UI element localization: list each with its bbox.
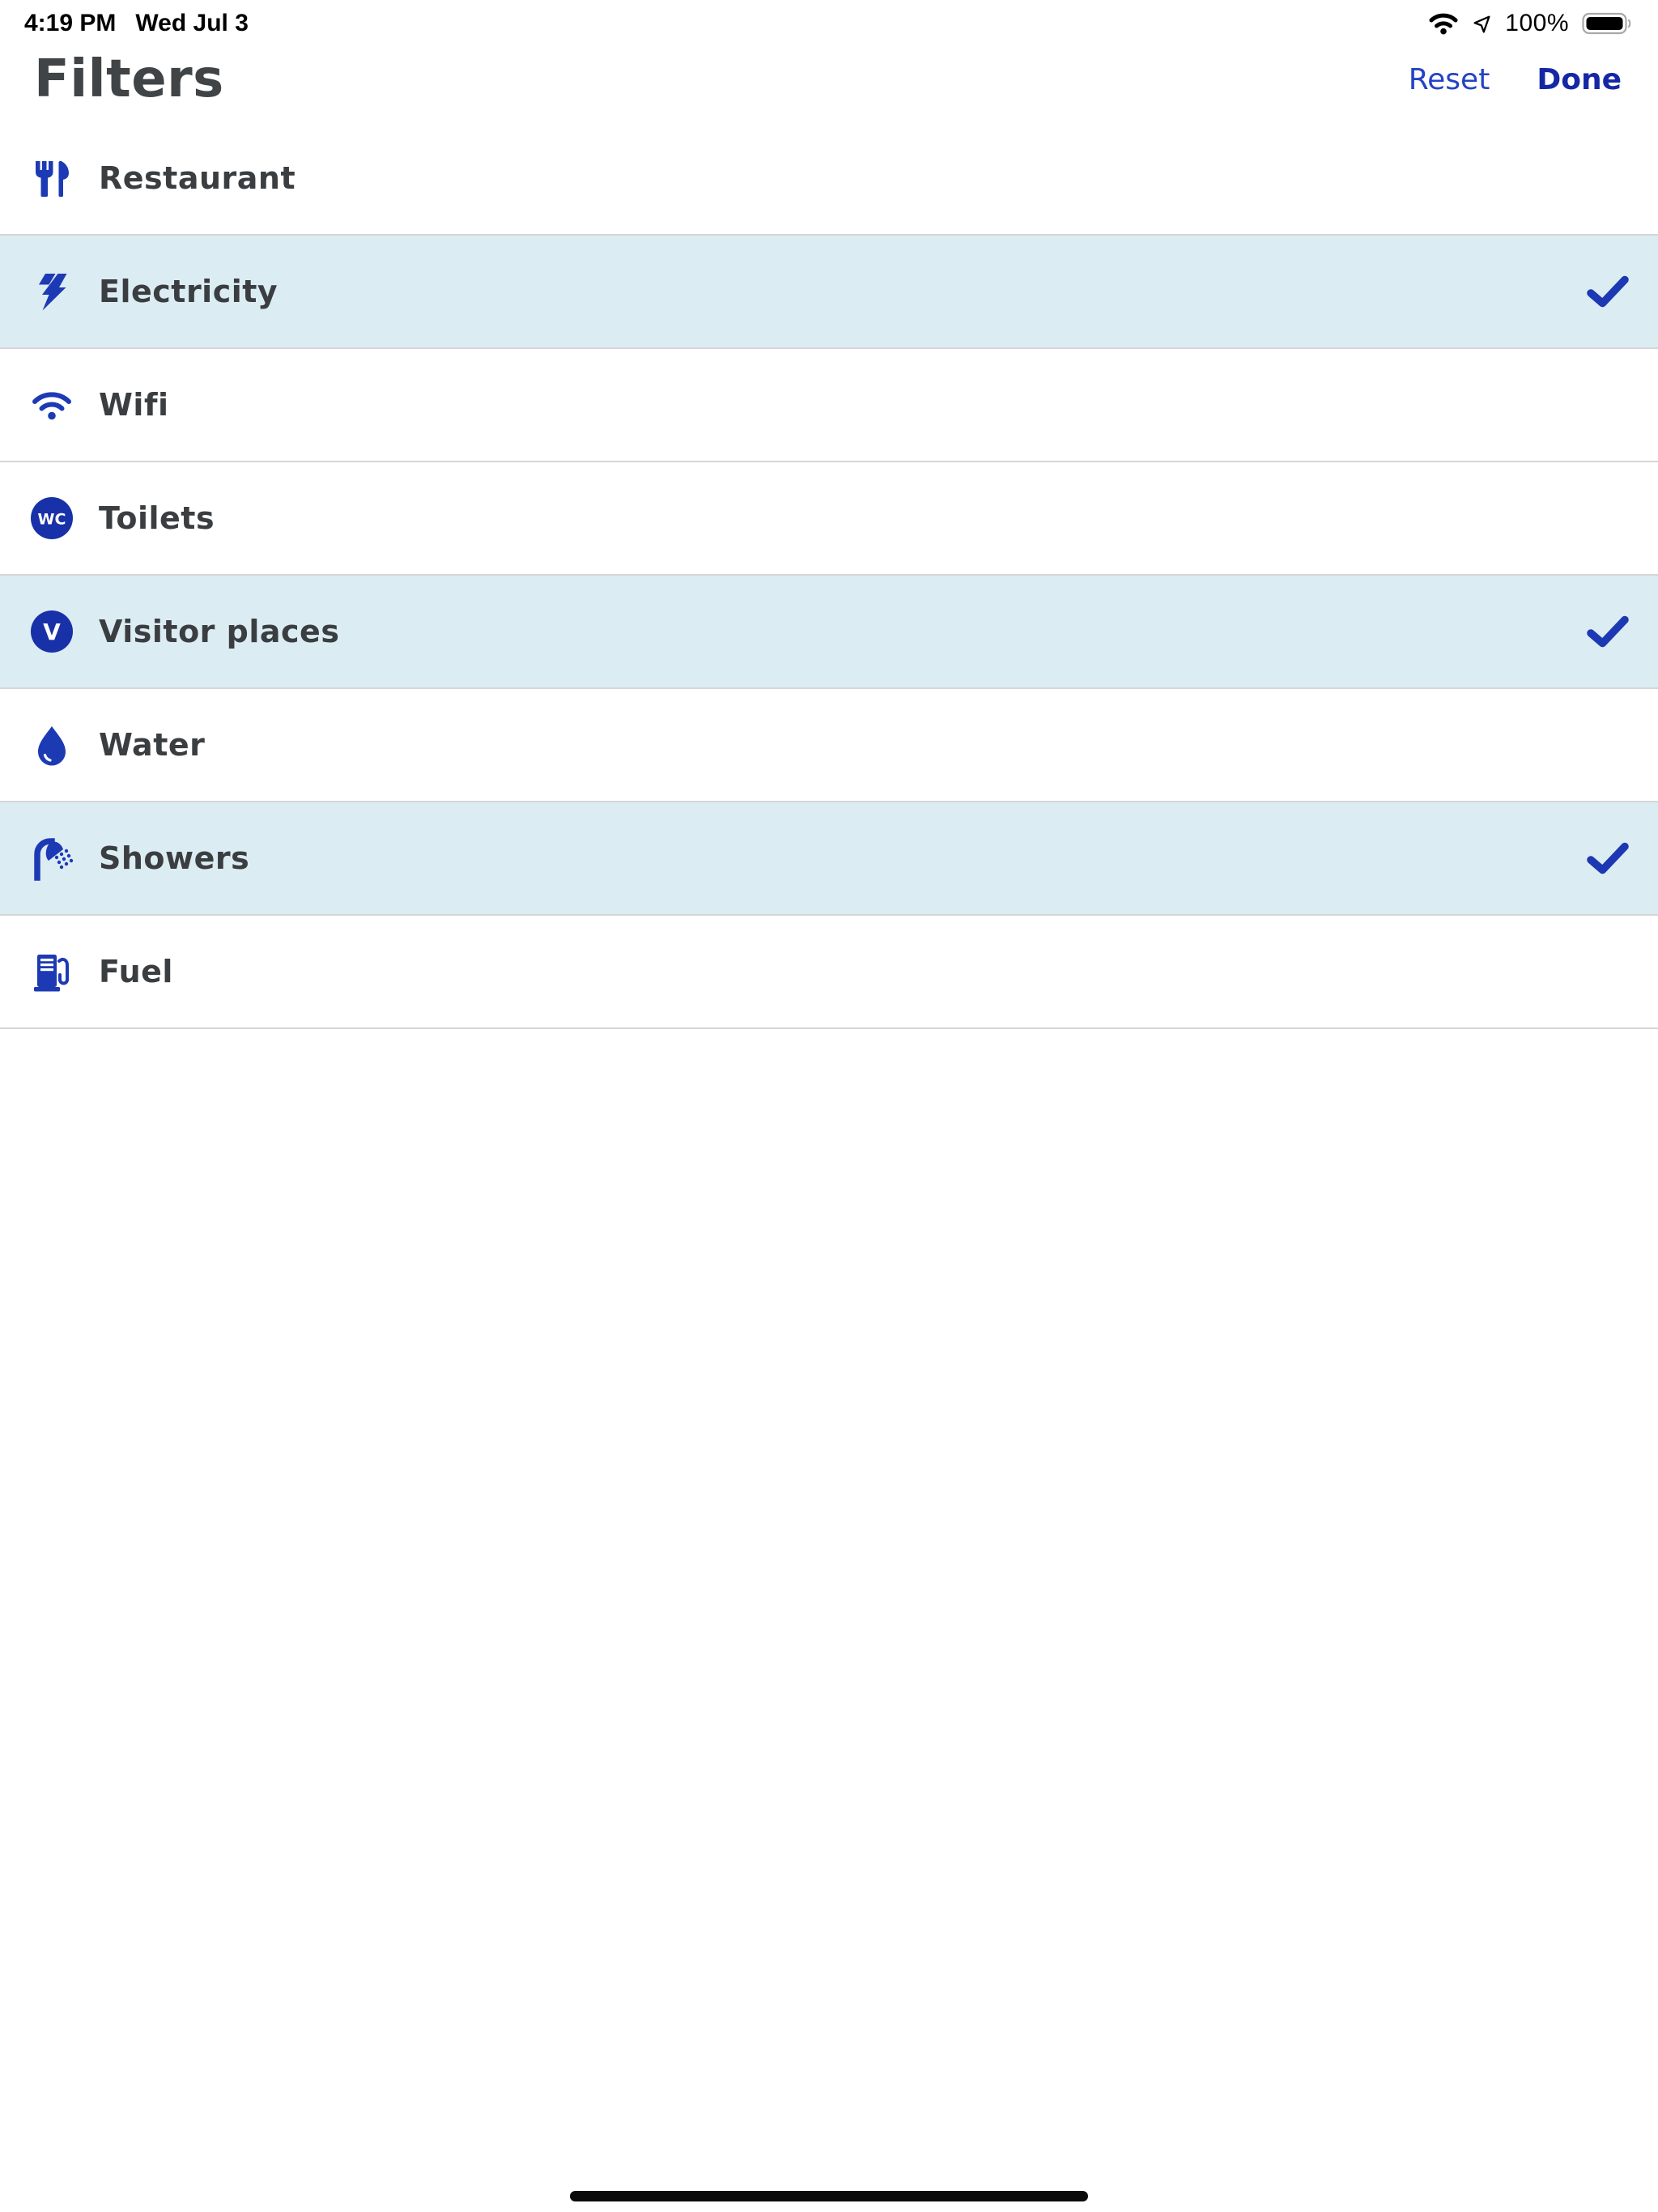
fuel-pump-icon [29, 949, 74, 994]
filter-label: Showers [99, 840, 250, 876]
home-indicator[interactable] [570, 2191, 1088, 2201]
battery-percent: 100% [1505, 10, 1569, 36]
filters-header [0, 39, 1658, 120]
filter-row-fuel[interactable] [0, 916, 1658, 1029]
filter-label: Water [99, 727, 206, 763]
wifi-icon [29, 382, 74, 428]
filter-row-toilets[interactable] [0, 462, 1658, 576]
filter-label: Restaurant [99, 160, 296, 196]
battery-icon [1582, 11, 1634, 36]
filter-row-electricity[interactable] [0, 236, 1658, 349]
electricity-icon [29, 269, 74, 314]
restaurant-icon [29, 155, 74, 201]
toilets-wc-icon [29, 496, 74, 541]
reset-button[interactable]: Reset [1408, 62, 1490, 96]
done-button[interactable]: Done [1537, 62, 1622, 96]
status-bar [0, 0, 1658, 39]
shower-icon [29, 836, 74, 881]
checkmark-icon [1587, 274, 1629, 308]
filter-label: Toilets [99, 500, 215, 536]
wc-badge-text: WC [37, 510, 66, 529]
filter-label: Wifi [99, 387, 169, 423]
status-time-date [24, 10, 249, 37]
page-title: Filters [34, 49, 224, 109]
filter-label: Electricity [99, 274, 278, 309]
filter-row-visitor-places[interactable] [0, 576, 1658, 689]
visitor-places-icon [29, 609, 74, 654]
status-time: 4:19 PM [24, 10, 117, 36]
checkmark-icon [1587, 841, 1629, 875]
filter-row-restaurant[interactable] [0, 122, 1658, 236]
filter-row-water[interactable] [0, 689, 1658, 802]
filter-label: Visitor places [99, 614, 340, 649]
checkmark-icon [1587, 615, 1629, 649]
water-drop-icon [29, 722, 74, 768]
filter-row-wifi[interactable] [0, 349, 1658, 462]
filter-label: Fuel [99, 954, 173, 989]
visitor-badge-text: V [43, 619, 61, 645]
filter-list [0, 122, 1658, 1029]
filter-row-showers[interactable] [0, 802, 1658, 916]
location-arrow-icon [1472, 14, 1492, 34]
wifi-status-icon [1428, 12, 1459, 35]
status-date: Wed Jul 3 [135, 10, 249, 36]
